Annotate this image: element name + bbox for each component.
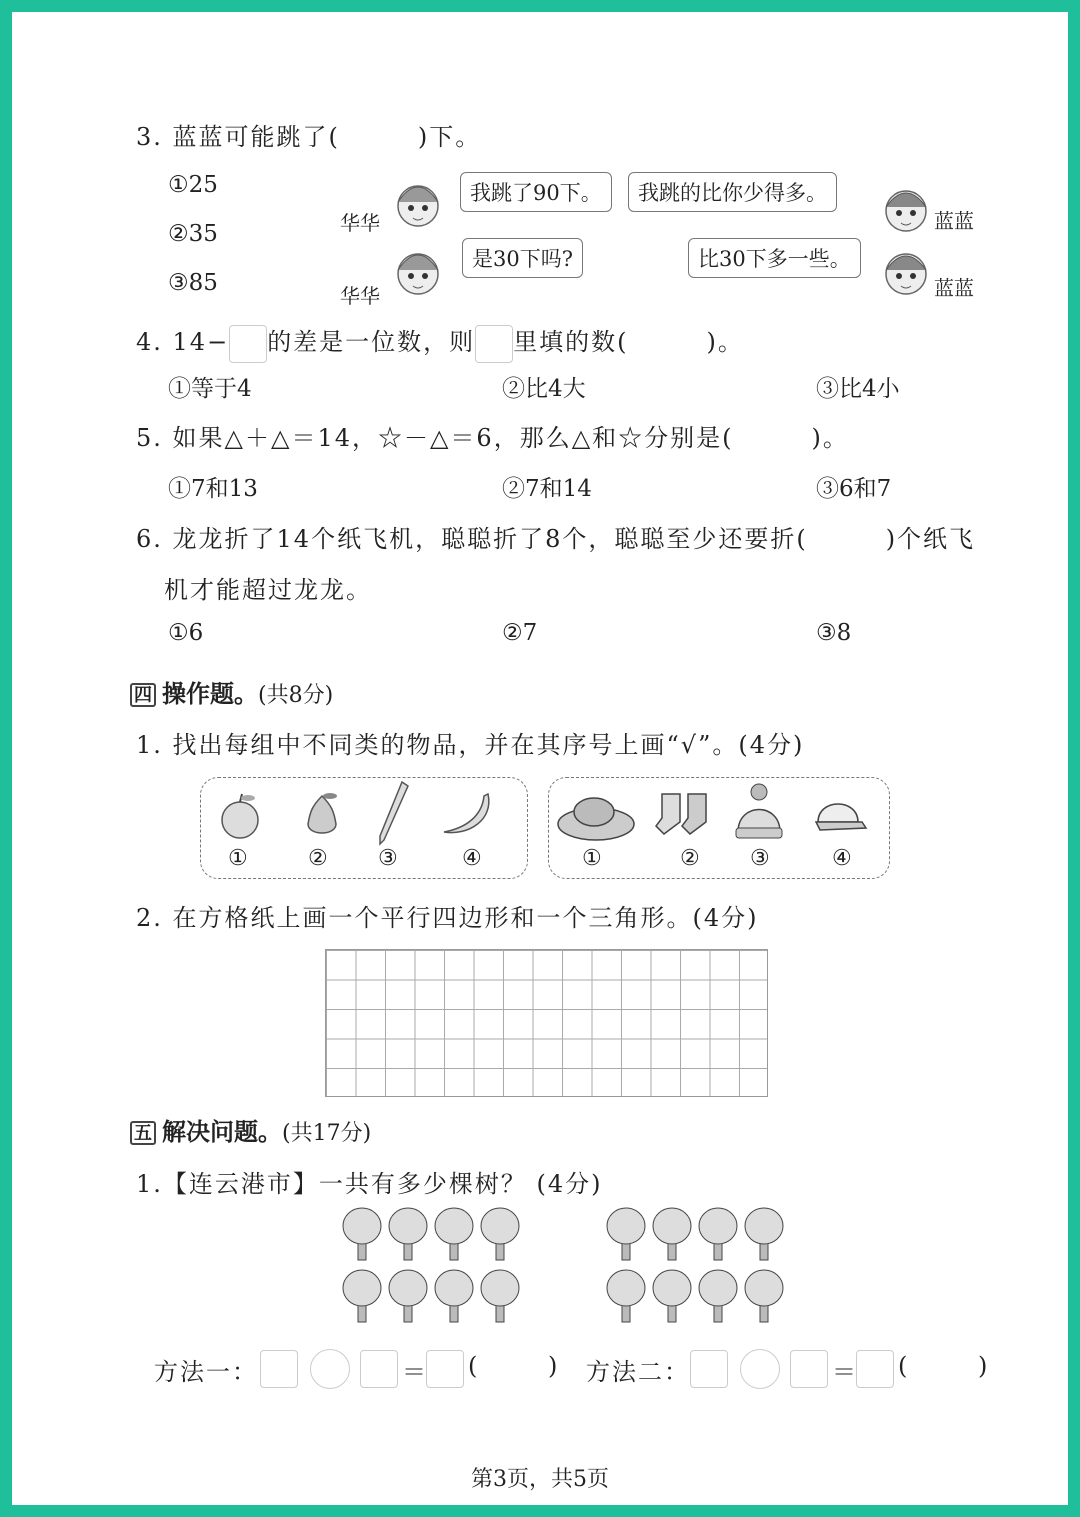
page-footer: 第3页，共5页 [471,1467,609,1492]
banana-icon [438,790,498,842]
s5q1-stem: 1.【连云港市】一共有多少棵树？ (4分) [136,1170,603,1198]
answer-box[interactable] [475,325,513,363]
q4-option-3: ③比4小 [816,376,900,402]
s4q2-stem: 2. 在方格纸上画一个平行四边形和一个三角形。(4分) [136,904,759,932]
worksheet-page [12,12,1068,1505]
q5-stem: 5. 如果△＋△＝14，☆－△＝6，那么△和☆分别是( )。 [136,424,849,452]
graph-paper-grid[interactable] [325,949,768,1097]
method-2-number-box[interactable] [690,1350,728,1388]
method-2-result-box[interactable] [856,1350,894,1388]
character-name-lanlan: 蓝蓝 [934,209,974,233]
paren-close: ) [548,1352,560,1380]
method-1-label: 方法一： [154,1358,258,1386]
q6-stem-line1: 6. 龙龙折了14个纸飞机，聪聪折了8个，聪聪至少还要折( )个纸飞 [136,525,976,553]
q5-option-3: ③6和7 [816,476,892,502]
tree-icon [481,1208,519,1260]
q4-stem-part1: 4. 14− [136,328,230,356]
q5-option-2: ②7和14 [502,476,592,502]
option-number[interactable]: ② [308,846,328,871]
tree-icon [435,1208,473,1260]
apple-icon [216,790,264,840]
speech-bubble-2: 我跳的比你少得多。 [628,172,837,212]
lanlan-girl-icon [878,177,934,239]
q4-stem [136,322,744,363]
tree-icon [343,1208,381,1260]
method-2-label: 方法二： [586,1358,690,1386]
method-1-result-box[interactable] [426,1350,464,1388]
tree-icon [653,1270,691,1322]
huahua-girl-icon [390,240,446,302]
option-number[interactable]: ③ [750,846,770,871]
q3-stem: 3. 蓝蓝可能跳了( )下。 [136,123,482,151]
tree-icon [745,1208,783,1260]
method-1-number-box[interactable] [260,1350,298,1388]
option-number[interactable]: ③ [378,846,398,871]
huahua-girl-icon [390,172,446,234]
q6-option-2: ②7 [502,620,538,646]
q3-option-2: ②35 [168,221,218,247]
pencil-icon [372,778,412,848]
paren-close: ) [978,1352,990,1380]
method-2-number-box[interactable] [790,1350,828,1388]
q6-option-1: ①6 [168,620,204,646]
cap-icon [812,788,868,840]
option-number[interactable]: ④ [832,846,852,871]
section-5-heading [130,1112,371,1147]
tree-icon [435,1270,473,1322]
tree-icon [699,1270,737,1322]
tree-icon [343,1270,381,1322]
equals-sign: ＝ [402,1358,428,1386]
speech-bubble-3: 是30下吗? [462,238,583,278]
section-number-icon: 四 [130,683,156,707]
answer-box[interactable] [229,325,267,363]
section-number-icon: 五 [130,1121,156,1145]
tree-icon [699,1208,737,1260]
character-name-lanlan-2: 蓝蓝 [934,276,974,300]
method-1-operator-circle[interactable] [310,1349,350,1389]
paren-open: ( [468,1352,480,1380]
q4-option-1: ①等于4 [168,376,252,402]
option-number[interactable]: ① [582,846,602,871]
s4q1-stem: 1. 找出每组中不同类的物品，并在其序号上画“√”。(4分) [136,731,805,759]
method-2-operator-circle[interactable] [740,1349,780,1389]
character-name-huahua-2: 华华 [340,284,380,308]
q6-stem-line2: 机才能超过龙龙。 [164,576,372,604]
pear-icon [298,788,346,842]
tree-icon [607,1208,645,1260]
speech-bubble-4: 比30下多一些。 [688,238,861,278]
tree-icon [389,1208,427,1260]
equals-sign: ＝ [832,1358,858,1386]
speech-bubble-1: 我跳了90下。 [460,172,612,212]
tree-icon [607,1270,645,1322]
section-points: (共8分) [258,683,334,708]
paren-open: ( [898,1352,910,1380]
option-number[interactable]: ① [228,846,248,871]
socks-icon [652,788,722,844]
knit-hat-icon [732,782,786,844]
method-1-number-box[interactable] [360,1350,398,1388]
option-number[interactable]: ② [680,846,700,871]
trees-group-left [340,1202,530,1328]
section-title: 解决问题。 [162,1118,282,1146]
q4-option-2: ②比4大 [502,376,586,402]
trees-group-right [604,1202,794,1328]
q3-option-1: ①25 [168,172,218,198]
q4-stem-part2: 的差是一位数，则 [267,328,476,356]
tree-icon [653,1208,691,1260]
q6-option-3: ③8 [816,620,852,646]
q3-option-3: ③85 [168,270,218,296]
option-number[interactable]: ④ [462,846,482,871]
q5-option-1: ①7和13 [168,476,258,502]
lanlan-girl-icon [878,240,934,302]
section-points: (共17分) [282,1121,372,1146]
tree-icon [389,1270,427,1322]
tree-icon [481,1270,519,1322]
section-title: 操作题。 [162,680,258,708]
tree-icon [745,1270,783,1322]
section-4-heading [130,674,333,709]
sun-hat-icon [556,784,636,844]
q4-stem-part3: 里填的数( )。 [513,328,744,356]
character-name-huahua: 华华 [340,211,380,235]
